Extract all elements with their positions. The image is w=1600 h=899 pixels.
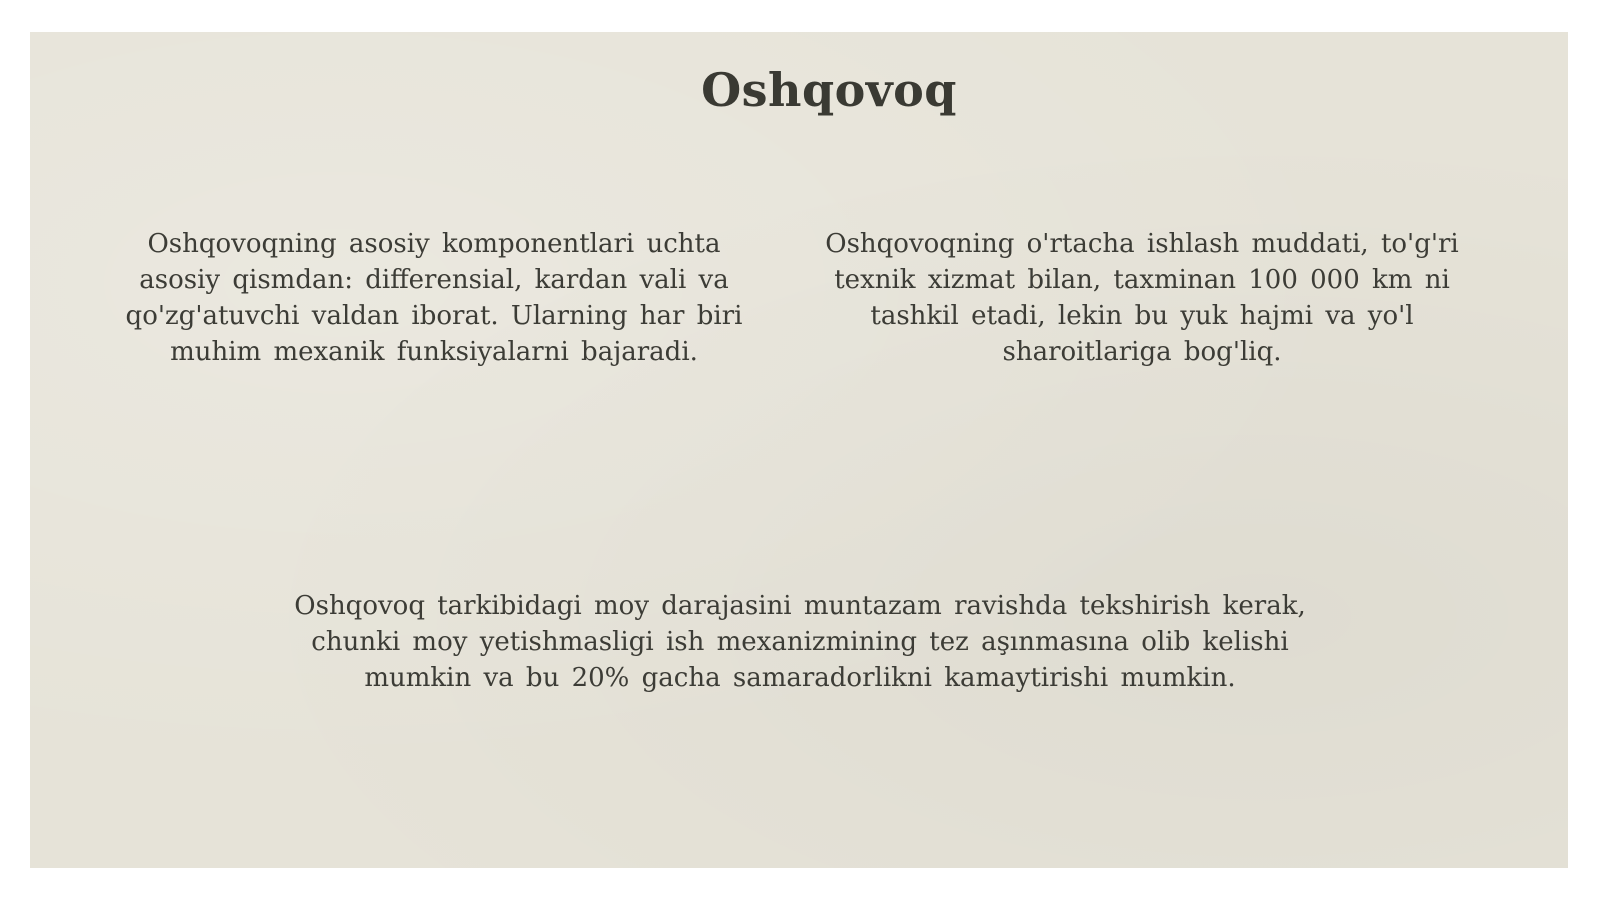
- slide-title: Oshqovoq: [701, 63, 957, 117]
- paragraph-oil-level: Oshqovoq tarkibidagi moy darajasini muntazam ravishda tekshirish kerak, chunki moy yetishmasligi ish mexanizmining tez aşınmasına olib kelishi mumkin va bu 20% gacha samaradorlikni kamaytirishi mumkin.: [294, 591, 1306, 693]
- paragraph-service-life: Oshqovoqning o'rtacha ishlash muddati, to'g'ri texnik xizmat bilan, taxminan 100 000 km ni tashkil etadi, lekin bu yuk hajmi va yo'l sharoitlariga bog'liq.: [825, 229, 1459, 367]
- paragraph-components: Oshqovoqning asosiy komponentlari uchta asosiy qismdan: differensial, kardan vali va qo'zg'atuvchi valdan iborat. Ularning har biri muhim mexanik funksiyalarni bajaradi.: [125, 229, 743, 367]
- slide: [30, 32, 1568, 868]
